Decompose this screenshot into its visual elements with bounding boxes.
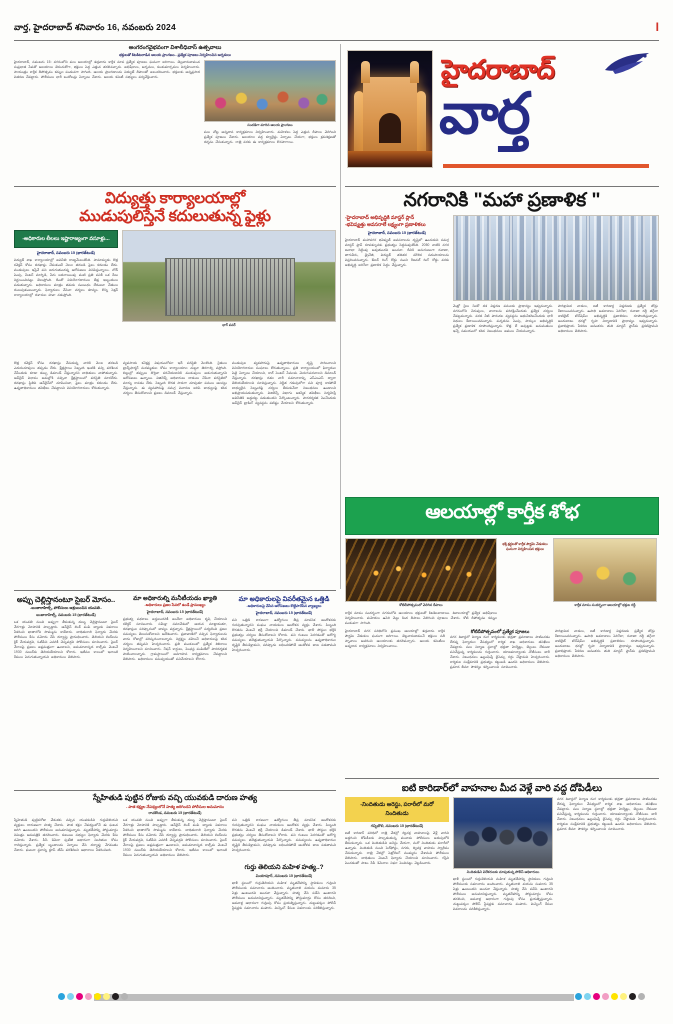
- bottom-right-rule: [345, 778, 659, 779]
- temple-col-2: నగర శివార్లలో నిర్మాణ రంగ కార్మికులకు భద్రతా ప్రమాణాలు పాటించడం లేదన్న ఫిర్యాదుల నేపథ్యంలో కార్మిక శాఖ అధికారులు తనిఖీలు చేపట్టారు. పలు నిర్మాణ స్థలాల్లో భద్రతా హెల్మెట్లు, బెల్టులు లేకుండా పనిచేస్తున్న కార్మికులను గుర్తించారు. యాజమాన్యాలకు నోటీసులు జారీ చేశారు. నిబంధనలు ఉల్లంఘిస్తే లైసెన్సు రద్దు చేస్తామని హెచ్చరించారు. కార్మికుల సంక్షేమానికి ప్రభుత్వం కట్టుబడి ఉందని అధికారులు తెలిపారు. ప్రమాద బీమా సౌకర్యం కల్పించాలని సూచించారు.: [450, 634, 550, 669]
- temple-side-note: భక్తి శ్రద్ధలతో కార్తీక పౌర్ణమి వేడుకలు ఘనంగా నిర్వహించిన భక్తులు: [502, 542, 548, 551]
- lead-story-right: [345, 190, 659, 500]
- literacy-story-dateline: హైదరాబాద్, నవంబరు 15 (భారత్‌టుడే): [146, 609, 204, 614]
- lead-right-sub-1: -హైదరాబాద్ అభివృద్ధికి మాస్టర్ ప్లాన్: [345, 214, 415, 221]
- devotees-crowd-photo: [204, 60, 336, 122]
- murder-story-col-2: ఒక యువతి నుంచి అప్పుగా తీసుకున్న డబ్బు చెల్లిస్తానంటూ సైబర్ నేరగాళ్లు మోసానికి పాల్పడ్డారు. ఆన్‌లైన్ లింక్ పంపి బ్యాంకు వివరాలు సేకరించి ఖాతాలోని సొమ్మును కాజేశారు. బాధితురాలి ఫిర్యాదు మేరకు పోలీసులు కేసు నమోదు చేసి దర్యాప్తు ప్రారంభించారు. తెలియని లింక్‌లను క్లిక్ చేయవద్దని, ఓటీపీని ఎవరికీ చెప్పవద్దని పోలీసులు సూచించారు. సైబర్ నేరాలపై ప్రజలు అప్రమత్తంగా ఉండాలని, అనుమానాస్పద కాల్స్‌ను వెంటనే 1930 నంబర్‌కు తెలియజేయాలని కోరారు. ఇటీవల కాలంలో ఇలాంటి కేసులు పెరుగుతున్నాయని అధికారులు తెలిపారు.: [123, 818, 227, 858]
- charminar-foreground: [348, 151, 432, 167]
- lead-left-col-4: ముడుపుల వ్యవహారంపై ఉన్నతాధికారులు దృష్టి సారించాలని వినియోగదారుల సంఘాలు కోరుతున్నాయి. ప్రతి కార్యాలయంలో ఫిర్యాదుల పెట్టె ఏర్పాటు చేయాలని, కాల్ సెంటర్ సేవలను మెరుగుపరచాలని డిమాండ్ చేస్తున్నారు. దరఖాస్తు దశల వారీ సమాచారాన్ని ఎస్ఎంఎస్ ద్వారా తెలియజేయాలని సూచిస్తున్నారు. నిర్ణీత గడువులోగా పని పూర్తి కాకపోతే బాధ్యులైన సిబ్బందిపై చర్యలు తీసుకునేలా నిబంధనలు ఉండాలని అభిప్రాయపడుతున్నారు. విజిలెన్స్ విభాగం ఆకస్మిక తనిఖీలు నిర్వహిస్తే అవినీతికి అడ్డుకట్ట పడుతుందని పేర్కొంటున్నారు. పారదర్శకత పెంచేందుకు ఆన్‌లైన్ ట్రాకింగ్ వ్యవస్థను పటిష్టం చేయాలని కోరుతున్నారు.: [232, 360, 336, 405]
- lead-left-headline-line1: విద్యుత్తు కార్యాలయాల్లో: [104, 190, 246, 207]
- cyber-story-body: ఒక యువతి నుంచి అప్పుగా తీసుకున్న డబ్బు చెల్లిస్తానంటూ సైబర్ నేరగాళ్లు మోసానికి పాల్పడ్డారు. ఆన్‌లైన్ లింక్ పంపి బ్యాంకు వివరాలు సేకరించి ఖాతాలోని సొమ్మును కాజేశారు. బాధితురాలి ఫిర్యాదు మేరకు పోలీసులు కేసు నమోదు చేసి దర్యాప్తు ప్రారంభించారు. తెలియని లింక్‌లను క్లిక్ చేయవద్దని, ఓటీపీని ఎవరికీ చెప్పవద్దని పోలీసులు సూచించారు. సైబర్ నేరాలపై ప్రజలు అప్రమత్తంగా ఉండాలని, అనుమానాస్పద కాల్స్‌ను వెంటనే 1930 నంబర్‌కు తెలియజేయాలని కోరారు. ఇటీవల కాలంలో ఇలాంటి కేసులు పెరుగుతున్నాయని అధికారులు తెలిపారు.: [14, 619, 118, 659]
- robbery-story-col-1: ఐటీ కారిడార్ పరిధిలో రాత్రి వేళల్లో ద్విచక్ర వాహనాలపై వెళ్లే వారిని అడ్డగించి దోపిడీలకు పాల్పడుతున్న ముఠాను పోలీసులు అదుపులోకి తీసుకున్నారు. ఒక నిందితుడిని అరెస్టు చేయగా, మరో నిందితుడు పరారీలో ఉన్నాడు. నిందితుడి నుంచి సెల్‌ఫోన్లు, నగదు, ద్విచక్ర వాహనం స్వాధీనం చేసుకున్నారు. రాత్రి వేళల్లో పెట్రోలింగ్ ముమ్మరం చేశామని పోలీసులు తెలిపారు. బాధితులు వెంటనే ఫిర్యాదు చేయాలని సూచించారు. గస్తీని పెంచడంతో పాటు సీసీ కెమెరాల నిఘా పెంచినట్లు వెల్లడించారు.: [345, 831, 449, 866]
- murder-story: [14, 794, 336, 970]
- unknown-woman-dateline: మియాపూర్, నవంబరు 15 (భారత్‌టుడే): [255, 874, 313, 879]
- lead-left-col-3: వ్యవసాయ కనెక్షన్ల విషయంలోనూ ఇదే పరిస్థితి నెలకొంది. రైతులు ట్రాన్స్‌ఫార్మర్ మరమ్మతుల కోసం కార్యాలయాల చుట్టూ తిరగాల్సి వస్తోంది. బిల్లుల్లో తప్పులు దొర్లినా సరిచేయడానికి ముడుపులు అడుగుతున్నారని ఆరోపణలు ఉన్నాయి. విజిలెన్స్ అధికారులు దాడులు చేసినా పరిస్థితిలో మార్పు రావడం లేదు. సిబ్బంది కొరత సాకుగా చూపుతూ పనులు ఆలస్యం చేస్తున్నారు. ఈ వ్యవహారంపై సమగ్ర విచారణ జరిపి బాధ్యులపై కఠిన చర్యలు తీసుకోవాలని ప్రజలు డిమాండ్ చేస్తున్నారు.: [123, 360, 227, 395]
- electricity-office-gate-photo: [122, 230, 336, 322]
- robbery-story-col-2: ఖాళీ స్థలంలో గుర్తుతెలియని మహిళ మృతదేహాన్ని స్థానికులు గుర్తించి పోలీసులకు సమాచారం అందించారు. మృతురాలి వయసు సుమారు 35 ఏళ్లు ఉంటుందని అంచనా వేస్తున్నారు. హత్య చేసి పడేసి ఉంటారని పోలీసులు అనుమానిస్తున్నారు. మృతదేహాన్ని పోస్టుమార్టం కోసం తరలించి, ఆనవాళ్ల ఆధారంగా గుర్తింపు కోసం ప్రయత్నిస్తున్నారు. చుట్టుపక్కల పోలీస్ స్టేషన్లకు సమాచారం పంపారు. మిస్సింగ్ కేసుల వివరాలను పరిశీలిస్తున్నారు.: [453, 876, 553, 911]
- lead-left-headline-line2: ముడుపులిస్తేనే కదులుతున్న ఫైళ్లు: [79, 208, 271, 226]
- top-strip-headline: అంగరంగవైభవంగా విశాలీధివాస్ ఉత్సవాలు: [128, 45, 222, 51]
- temple-photo-1-caption: కోటిదీపోత్సవంలో వెలిగిన దీపాలు: [399, 603, 443, 607]
- page-folio: I: [655, 20, 659, 34]
- lead-left-green-box: -అధికారుల లీలలు ఇష్టారాజ్యంగా వసూళ్లు...: [14, 230, 118, 248]
- robbery-story-col-3: నగర శివార్లలో నిర్మాణ రంగ కార్మికులకు భద్రతా ప్రమాణాలు పాటించడం లేదన్న ఫిర్యాదుల నేపథ్యంలో కార్మిక శాఖ అధికారులు తనిఖీలు చేపట్టారు. పలు నిర్మాణ స్థలాల్లో భద్రతా హెల్మెట్లు, బెల్టులు లేకుండా పనిచేస్తున్న కార్మికులను గుర్తించారు. యాజమాన్యాలకు నోటీసులు జారీ చేశారు. నిబంధనలు ఉల్లంఘిస్తే లైసెన్సు రద్దు చేస్తామని హెచ్చరించారు. కార్మికుల సంక్షేమానికి ప్రభుత్వం కట్టుబడి ఉందని అధికారులు తెలిపారు. ప్రమాద బీమా సౌకర్యం కల్పించాలని సూచించారు.: [557, 797, 657, 832]
- robbery-yellow-box: -నిందితుడు అరెస్టు, పరారీలో మరో నిందితుడు: [345, 797, 449, 822]
- lead-right-dateline: హైదరాబాద్, నవంబరు 15 (భారత్‌టుడే): [368, 230, 426, 235]
- unknown-woman-body: ఖాళీ స్థలంలో గుర్తుతెలియని మహిళ మృతదేహాన్ని స్థానికులు గుర్తించి పోలీసులకు సమాచారం అందించారు. మృతురాలి వయసు సుమారు 35 ఏళ్లు ఉంటుందని అంచనా వేస్తున్నారు. హత్య చేసి పడేసి ఉంటారని పోలీసులు అనుమానిస్తున్నారు. మృతదేహాన్ని పోస్టుమార్టం కోసం తరలించి, ఆనవాళ్ల ఆధారంగా గుర్తింపు కోసం ప్రయత్నిస్తున్నారు. చుట్టుపక్కల పోలీస్ స్టేషన్లకు సమాచారం పంపారు. మిస్సింగ్ కేసుల వివరాలను పరిశీలిస్తున్నారు.: [232, 881, 336, 911]
- top-divider-rule: [14, 40, 659, 41]
- murder-story-col-1: స్నేహితుడి పుట్టినరోజు వేడుకకు వచ్చిన యువకుడిని గుర్తుతెలియని వ్యక్తులు దారుణంగా హత్య చేశారు. పాత కక్షల నేపథ్యంలోనే ఈ ఘటన జరిగి ఉంటుందని పోలీసులు అనుమానిస్తున్నారు. మృతదేహాన్ని పోస్టుమార్టం నిమిత్తం ఆసుపత్రికి తరలించారు. కుటుంబ సభ్యుల ఫిర్యాదు మేరకు కేసు నమోదు చేశారు. సీసీ కెమెరా ఫుటేజీ ఆధారంగా నిందితుల కోసం గాలిస్తున్నారు. ప్రత్యేక బృందాలను ఏర్పాటు చేసి దర్యాప్తు వేగవంతం చేశారు. ఘటనా స్థలాన్ని క్లూస్ టీమ్ పరిశీలించి ఆధారాలు సేకరించింది.: [14, 818, 118, 853]
- registration-grey-bar: [94, 994, 574, 1001]
- lead-right-col-2: మెట్రో రైలు రెండో దశ విస్తరణ పనులకు ప్రాధాన్యం ఇవ్వనున్నారు. నగరంలోని చెరువులు, నాలాలను పరిరక్షించేందుకు ప్రత్యేక చర్యలు చేపట్టనున్నారు. వరద నీటి పారుదల వ్యవస్థను ఆధునీకరించేందుకు భారీ నిధులు కేటాయించనున్నారు. పచ్చదనం పెంపు, పార్కుల అభివృద్ధికి ప్రత్యేక ప్రణాళిక రూపొందిస్తున్నారు. కొత్త లే అవుట్లకు అనుమతులు ఇచ్చే సమయంలో కఠిన నిబంధనలు అమలు చేయనున్నారు.: [453, 303, 553, 333]
- top-strip-photo-caption: సందడిగా మారిన ఆలయ ప్రాంగణం: [247, 123, 293, 127]
- robbery-story-dateline: గచ్చిబౌలి, నవంబరు 15 (భారత్‌టుడే): [370, 824, 424, 829]
- temple-banner-title: ఆలయాల్లో కార్తీక శోభ: [345, 497, 659, 535]
- temple-body: కార్తీక మాసం సందర్భంగా నగరంలోని ఆలయాలు భక్తులతో కిటకిటలాడాయి. శివాలయాల్లో ప్రత్యేక అభిషేకాలు నిర్వహించారు. మహిళలు ఉసిరి చెట్టు కింద దీపాలు వెలిగించి పూజలు చేశారు. కోటి దీపోత్సవం కన్నుల పండువగా సాగింది.: [345, 610, 497, 625]
- right-section-rule: [345, 186, 659, 187]
- literacy-story-headline: మా అధికారుల్ని మనీటీయడం ఖ్యాతి: [133, 596, 217, 602]
- top-strip-article: [14, 44, 336, 184]
- temple-sub-headline: కోటిదీపోత్సవంలో ప్రత్యేక పూజలు: [470, 628, 530, 634]
- lead-left-col-2: కొత్త కనెక్షన్ కోసం దరఖాస్తు చేసుకున్న వారికి నెలల తరబడి ఎదురుచూపులు తప్పడం లేదు. క్షేత్రస్థాయి సిబ్బంది ఇంటికి వచ్చి పరిశీలన చేసేందుకు కూడా డబ్బు డిమాండ్ చేస్తున్నారని బాధితులు వాపోతున్నారు. ఆన్‌లైన్ విధానం అమల్లోకి వచ్చినా క్షేత్రస్థాయిలో పరిస్థితి మారలేదు. దరఖాస్తు స్థితిని ఆన్‌లైన్‌లో చూపించినా, ఫైలు మాత్రం కదలడం లేదు. ఉన్నతాధికారులు తనిఖీలు చేపట్టాలని వినియోగదారులు కోరుతున్నారు.: [14, 360, 118, 390]
- police-arrest-accused-photo: [453, 797, 553, 869]
- robbery-story-headline: ఐటి కారిడార్‌లో వాహనాల మీద వెళ్లే వారి వద్ద దోపిడీలు: [401, 783, 603, 794]
- robbery-story: [345, 783, 659, 971]
- charminar-tower: [363, 77, 417, 155]
- robbery-photo-caption: నిందితుడిని విలేకరులకు చూపుతున్న పోలీస్ అధికారులు: [466, 870, 540, 875]
- charminar-minaret-right: [416, 91, 426, 155]
- top-strip-subline: భక్తులతో కిటకిటలాడిన ఆలయ ప్రాంగణం.. ప్రత్యేక పూజలు నిర్వహించిన అర్చకులు: [119, 53, 231, 57]
- lead-left-photo-caption: భాగ్ పవర్: [222, 322, 236, 327]
- murder-story-headline: స్నేహితుడి పుట్టిన రోజుకు వచ్చి యువకుడి దారుణ హత్య: [93, 793, 257, 802]
- cyber-story-sub: -బంజారాహిల్స్, పోలీసులు ఆశ్రయించిన యువతి..: [30, 605, 102, 610]
- lead-right-col-1: హైదరాబాద్ మహానగర భవిష్యత్ అవసరాలను దృష్టిలో ఉంచుకుని సమగ్ర మాస్టర్ ప్లాన్ రూపకల్పనకు ప్రభుత్వం సిద్ధమవుతోంది. 2050 నాటికి నగర జనాభా రెట్టింపు అవుతుందని అంచనా. దీనికి అనుగుణంగా రవాణా, తాగునీరు, డ్రైనేజీ, విద్యుత్ తదితర మౌలిక సదుపాయాలను విస్తరించనున్నారు. ఔటర్ రింగ్ రోడ్డు నుంచి రీజనల్ రింగ్ రోడ్డు వరకు అభివృద్ధి జరిగేలా ప్రణాళిక సిద్ధం చేస్తున్నారు.: [345, 237, 449, 267]
- mid-divider-rule: [14, 590, 336, 591]
- charminar-photo: [347, 50, 433, 168]
- murder-story-sub: - పాత కక్ష్యల నేపథ్యంలోనే హత్య జరిగిందని పోలీసుల అనుమానం: [126, 803, 224, 809]
- cyber-story-dateline: బంజారాహిల్స్, నవంబరు 15 (భారత్‌టుడే): [36, 612, 96, 617]
- top-strip-body-2: పలు చోట్ల అన్నదాన కార్యక్రమాలు నిర్వహించారు. మహిళలు పెద్ద ఎత్తున దీపాలు వెలిగించి ప్రత్యేక పూజలు చేశారు. ఆలయాల వద్ద క్యూలైన్లు ఏర్పాటు చేయగా, భక్తులు క్రమశిక్షణతో దర్శనం చేసుకున్నారు. రాత్రి వరకు ఈ కార్యక్రమాలు కొనసాగాయి.: [204, 129, 336, 144]
- murder-story-col-3: పని ఒత్తిడి కారణంగా ఉద్యోగులు తీవ్ర మానసిక ఆందోళనకు గురవుతున్నారని సంఘం నాయకులు ఆందోళన వ్యక్తం చేశారు. సిబ్బంది కొరతను వెంటనే భర్తీ చేయాలని డిమాండ్ చేశారు. ఖాళీ పోస్టుల భర్తీకి ప్రభుత్వం చర్యలు తీసుకోవాలని కోరారు. పని గంటలు పెరగడంతో ఆరోగ్య సమస్యలు తలెత్తుతున్నాయని పేర్కొన్నారు. సమస్యలను ఉన్నతాధికారుల దృష్టికి తీసుకెళ్లామని, పరిష్కారం లభించకపోతే ఆందోళన బాట పడతామని హెచ్చరించారు.: [232, 818, 336, 853]
- pressure-story-dateline: హైదరాబాద్, నవంబరు 15 (భారత్‌టుడే): [255, 610, 313, 615]
- temple-festival-photo: [553, 538, 657, 602]
- edition-line: వార్త, హైదరాబాద్ శనివారం 16, నవంబరు 2024: [14, 22, 176, 32]
- literacy-story-body: ప్రభుత్వ పథకాలు అర్హులందరికీ అందేలా అధికారులు కృషి చేయాలని కలెక్టర్ సూచించారు. సమీక్షా సమావేశంలో ఆయన మాట్లాడుతూ, దరఖాస్తుల పరిష్కారంలో జాప్యం వద్దన్నారు. క్షేత్రస్థాయిలో పర్యటించి ప్రజల సమస్యలు తెలుసుకోవాలని ఆదేశించారు. ప్రజావాణిలో వచ్చిన ఫిర్యాదులను వారం రోజుల్లో పరిష్కరించాలన్నారు. నిర్లక్ష్యం వహించే అధికారులపై కఠిన చర్యలు తప్పవని హెచ్చరించారు. ప్రతి మండలంలో ప్రత్యేక శిబిరాలు నిర్వహించాలని సూచించారు. రేషన్ కార్డులు, పింఛన్ల పంపిణీలో పారదర్శకత పాటించాలన్నారు. గ్రామస్థాయిలో అవగాహన కార్యక్రమాలు చేపట్టాలని తెలిపారు. అధికారులు సమన్వయంతో పనిచేయాలని కోరారు.: [123, 616, 227, 661]
- masthead-city-title: హైదరాబాద్: [440, 54, 556, 84]
- bottom-left-rule: [14, 790, 336, 791]
- dove-icon: [601, 50, 653, 80]
- mid-stories-left: [14, 596, 336, 785]
- temple-col-3: పారిశ్రామిక వాడలు, ఐటీ కారిడార్ల విస్తరణకు ప్రత్యేక జోన్లు కేటాయించనున్నారు. ఉపాధి అవకాశాలు పెరిగేలా, రవాణా రద్దీ తగ్గేలా శాటిలైట్ టౌన్‌షిప్‌ల అభివృద్ధికి ప్రణాళికలు రూపొందిస్తున్నారు. అందుబాటు ధరల్లో గృహ నిర్మాణానికి ప్రాధాన్యం ఇవ్వనున్నారు. ప్రజాభిప్రాయ సేకరణ అనంతరం తుది మాస్టర్ ప్లాన్‌ను ప్రకటిస్తామని అధికారులు తెలిపారు.: [555, 628, 655, 658]
- lead-right-headline: నగరానికి "మహా ప్రణాళిక ": [403, 190, 601, 211]
- pressure-story-sub: -అధికారులపై చేసిన ఆరోపణలు కొట్టిపారేసిన వ్యాఖ్యలు: [246, 603, 322, 608]
- masthead-underline: [443, 164, 649, 168]
- registration-marks-bar: [14, 993, 659, 1002]
- lead-story-left: [14, 190, 336, 585]
- lead-right-col-3: పారిశ్రామిక వాడలు, ఐటీ కారిడార్ల విస్తరణకు ప్రత్యేక జోన్లు కేటాయించనున్నారు. ఉపాధి అవకాశాలు పెరిగేలా, రవాణా రద్దీ తగ్గేలా శాటిలైట్ టౌన్‌షిప్‌ల అభివృద్ధికి ప్రణాళికలు రూపొందిస్తున్నారు. అందుబాటు ధరల్లో గృహ నిర్మాణానికి ప్రాధాన్యం ఇవ్వనున్నారు. ప్రజాభిప్రాయ సేకరణ అనంతరం తుది మాస్టర్ ప్లాన్‌ను ప్రకటిస్తామని అధికారులు తెలిపారు.: [558, 303, 658, 333]
- temple-section: [345, 497, 659, 799]
- edition-bar: [14, 22, 659, 38]
- literacy-story-sub: -అధికారులు ప్రజల సేవలో ఉండే ప్రాముఖ్యం: [144, 602, 206, 607]
- karthika-deepam-lamps-photo: [345, 538, 497, 602]
- cyber-story-headline: అప్పు చెల్లిస్తానంటూ సైబర్ మోసం..: [16, 595, 116, 604]
- lead-right-sub-2: -భవిష్యత్తు అవసరాలే లక్ష్యంగా ప్రణాళికలు: [345, 221, 426, 228]
- masthead: [345, 44, 659, 184]
- murder-story-dateline: రాచకొండ, నవంబరు 15 (భారత్‌టుడే): [148, 811, 202, 816]
- hyderabad-skyline-photo: [453, 215, 659, 301]
- registration-dots-left: [58, 993, 128, 1000]
- registration-dots-right: [575, 993, 645, 1000]
- lead-left-dateline: హైదరాబాద్, నవంబరు 15 (భారత్‌టుడే): [37, 250, 95, 255]
- unknown-woman-headline: గుర్తు తెలియని మహిళ హత్య..?: [244, 864, 324, 872]
- temple-photo-2-caption: కార్తీక మాసం సందర్భంగా ఆలయాల్లో భక్తుల రద్దీ: [574, 603, 636, 607]
- masthead-title: వార్త: [439, 82, 529, 146]
- column-divider-main: [340, 44, 341, 589]
- top-strip-body: హైదరాబాద్, నవంబరు 15: నగరంలోని పలు ఆలయాల్లో శుక్రవారం కార్తీక మాస ప్రత్యేక పూజలు ఘనంగా జరిగాయి. తెల్లవారుజామున సుప్రభాత సేవతో ఆలయాలు తెరుచుకోగా, భక్తులు పెద్ద ఎత్తున తరలివచ్చారు. అభిషేకాలు, అర్చనలు, కుంకుమార్చనలు నిర్వహించారు. సాయంత్రం కార్తీక దీపోత్సవం కన్నుల పండువగా సాగింది. ఆలయ ప్రాంగణాలను విద్యుత్ దీపాలతో అలంకరించారు. భక్తులకు అన్నప్రసాద వితరణ చేపట్టారు. పోలీసులు భారీ బందోబస్తు ఏర్పాటు చేశారు. ఆలయ కమిటీ సభ్యులు పర్యవేక్షించారు.: [14, 60, 200, 79]
- left-section-rule: [14, 186, 336, 187]
- charminar-arch: [379, 113, 401, 143]
- pressure-story-body: పని ఒత్తిడి కారణంగా ఉద్యోగులు తీవ్ర మానసిక ఆందోళనకు గురవుతున్నారని సంఘం నాయకులు ఆందోళన వ్యక్తం చేశారు. సిబ్బంది కొరతను వెంటనే భర్తీ చేయాలని డిమాండ్ చేశారు. ఖాళీ పోస్టుల భర్తీకి ప్రభుత్వం చర్యలు తీసుకోవాలని కోరారు. పని గంటలు పెరగడంతో ఆరోగ్య సమస్యలు తలెత్తుతున్నాయని పేర్కొన్నారు. సమస్యలను ఉన్నతాధికారుల దృష్టికి తీసుకెళ్లామని, పరిష్కారం లభించకపోతే ఆందోళన బాట పడతామని హెచ్చరించారు.: [232, 617, 336, 652]
- pressure-story-headline: మా అధికారులపై వివరీతమైన ఒత్తిడి: [238, 596, 330, 603]
- temple-col-1: హైదరాబాద్ నగర పరిధిలోని ప్రముఖ ఆలయాల్లో శుక్రవారం కార్తీక పౌర్ణమి వేడుకలు ఘనంగా జరిగాయి. తెల్లవారుజామునే భక్తులు నదీ స్నానాలు ఆచరించి ఆలయాలకు తరలివచ్చారు. ఆలయ కమిటీలు అన్నదాన కార్యక్రమాలు నిర్వహించాయి.: [345, 628, 445, 648]
- lead-left-col-1: విద్యుత్ శాఖ కార్యాలయాల్లో అవినీతి రాజ్యమేలుతోంది. సామాన్యుడు కొత్త కనెక్షన్ కోసం దరఖాస్తు చేసుకుంటే నెలల తరబడి ఫైలు కదలడం లేదు. ముడుపులు ఇస్తేనే పని జరుగుతుందన్న ఆరోపణలు వినిపిస్తున్నాయి. లోడ్ పెంపు, మీటర్ మార్పిడి, పేరు బదలాయింపు వంటి ప్రతి పనికీ ఒక రేటు నిర్ణయించినట్లు తెలుస్తోంది. దీంతో వినియోగదారులు తీవ్ర ఇబ్బందులు పడుతున్నారు. అధికారులు మాత్రం తమకు సంబంధం లేదంటూ చేతులు దులుపుకుంటున్నారు. ఫిర్యాదులు చేసినా చర్యలు శూన్యం. కొన్ని సెక్షన్ కార్యాలయాల్లో దళారుల హవా నడుస్తోంది.: [14, 257, 118, 297]
